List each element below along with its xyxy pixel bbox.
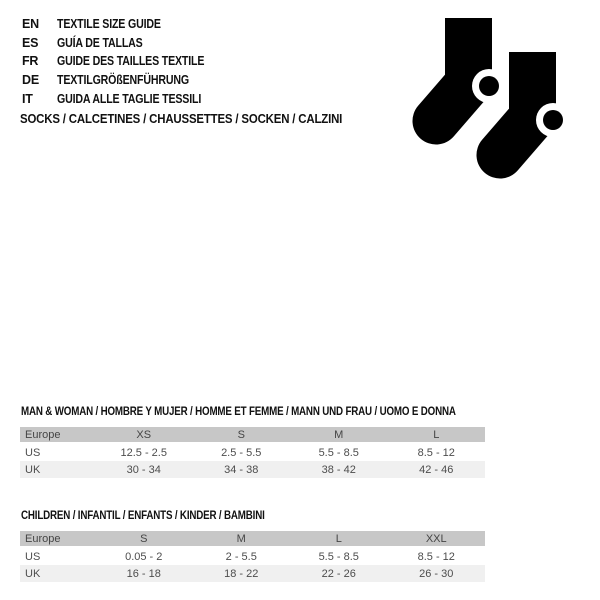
socks-icon xyxy=(405,8,570,188)
language-label: TEXTILE SIZE GUIDE xyxy=(57,17,161,32)
language-row-es xyxy=(22,34,230,53)
table-row-uk xyxy=(20,461,485,478)
table-header-row xyxy=(20,531,485,548)
language-row-en xyxy=(22,15,230,34)
size-table-children xyxy=(20,531,485,582)
language-code: ES xyxy=(22,35,39,50)
size-value: 2.5 - 5.5 xyxy=(221,446,262,459)
row-label: US xyxy=(25,446,41,459)
table-title-children: CHILDREN / INFANTIL / ENFANTS / KINDER / BAMBINI xyxy=(21,510,265,522)
header-cell-size: L xyxy=(335,532,342,545)
language-code: DE xyxy=(22,73,39,88)
language-label: GUIDE DES TAILLES TEXTILE xyxy=(57,54,205,69)
header-cell-size: L xyxy=(433,428,440,441)
size-value: 16 - 18 xyxy=(126,567,161,580)
size-value: 5.5 - 8.5 xyxy=(318,446,359,459)
header-cell-size: XXL xyxy=(425,532,447,545)
language-row-de xyxy=(22,71,230,90)
language-code: EN xyxy=(22,17,39,32)
size-value: 8.5 - 12 xyxy=(417,446,455,459)
size-value: 5.5 - 8.5 xyxy=(318,550,359,563)
header-cell-size: M xyxy=(236,532,246,545)
size-value: 22 - 26 xyxy=(321,567,356,580)
size-value: 42 - 46 xyxy=(419,463,454,476)
size-table-adults xyxy=(20,427,485,478)
size-value: 0.05 - 2 xyxy=(125,550,163,563)
table-row-us xyxy=(20,444,485,461)
language-row-it xyxy=(22,89,230,108)
language-label: TEXTILGRÖßENFÜHRUNG xyxy=(57,73,189,88)
category-title: SOCKS / CALCETINES / CHAUSSETTES / SOCKEN / CALZINI xyxy=(20,111,343,126)
language-row-fr xyxy=(22,52,230,71)
row-label: UK xyxy=(25,463,41,476)
language-code: FR xyxy=(22,54,39,69)
language-list xyxy=(22,15,230,108)
header-cell-region: Europe xyxy=(25,428,61,441)
header-cell-region: Europe xyxy=(25,532,61,545)
language-code: IT xyxy=(22,91,33,106)
size-value: 8.5 - 12 xyxy=(417,550,455,563)
size-value: 38 - 42 xyxy=(321,463,356,476)
header-cell-size: S xyxy=(237,428,245,441)
size-value: 34 - 38 xyxy=(224,463,259,476)
language-label: GUÍA DE TALLAS xyxy=(57,35,143,50)
row-label: UK xyxy=(25,567,41,580)
size-value: 18 - 22 xyxy=(224,567,259,580)
sock-back xyxy=(436,18,506,121)
size-value: 30 - 34 xyxy=(126,463,161,476)
size-value: 12.5 - 2.5 xyxy=(120,446,167,459)
header-cell-size: XS xyxy=(136,428,152,441)
size-value: 26 - 30 xyxy=(419,567,454,580)
header-cell-size: M xyxy=(334,428,344,441)
size-value: 2 - 5.5 xyxy=(225,550,257,563)
table-row-uk xyxy=(20,565,485,582)
language-label: GUIDA ALLE TAGLIE TESSILI xyxy=(57,91,202,106)
sock-front xyxy=(500,52,570,155)
table-row-us xyxy=(20,548,485,565)
header-cell-size: S xyxy=(140,532,148,545)
table-title-adults: MAN & WOMAN / HOMBRE Y MUJER / HOMME ET FEMME / MANN UND FRAU / UOMO E DONNA xyxy=(21,406,456,418)
row-label: US xyxy=(25,550,41,563)
table-header-row xyxy=(20,427,485,444)
